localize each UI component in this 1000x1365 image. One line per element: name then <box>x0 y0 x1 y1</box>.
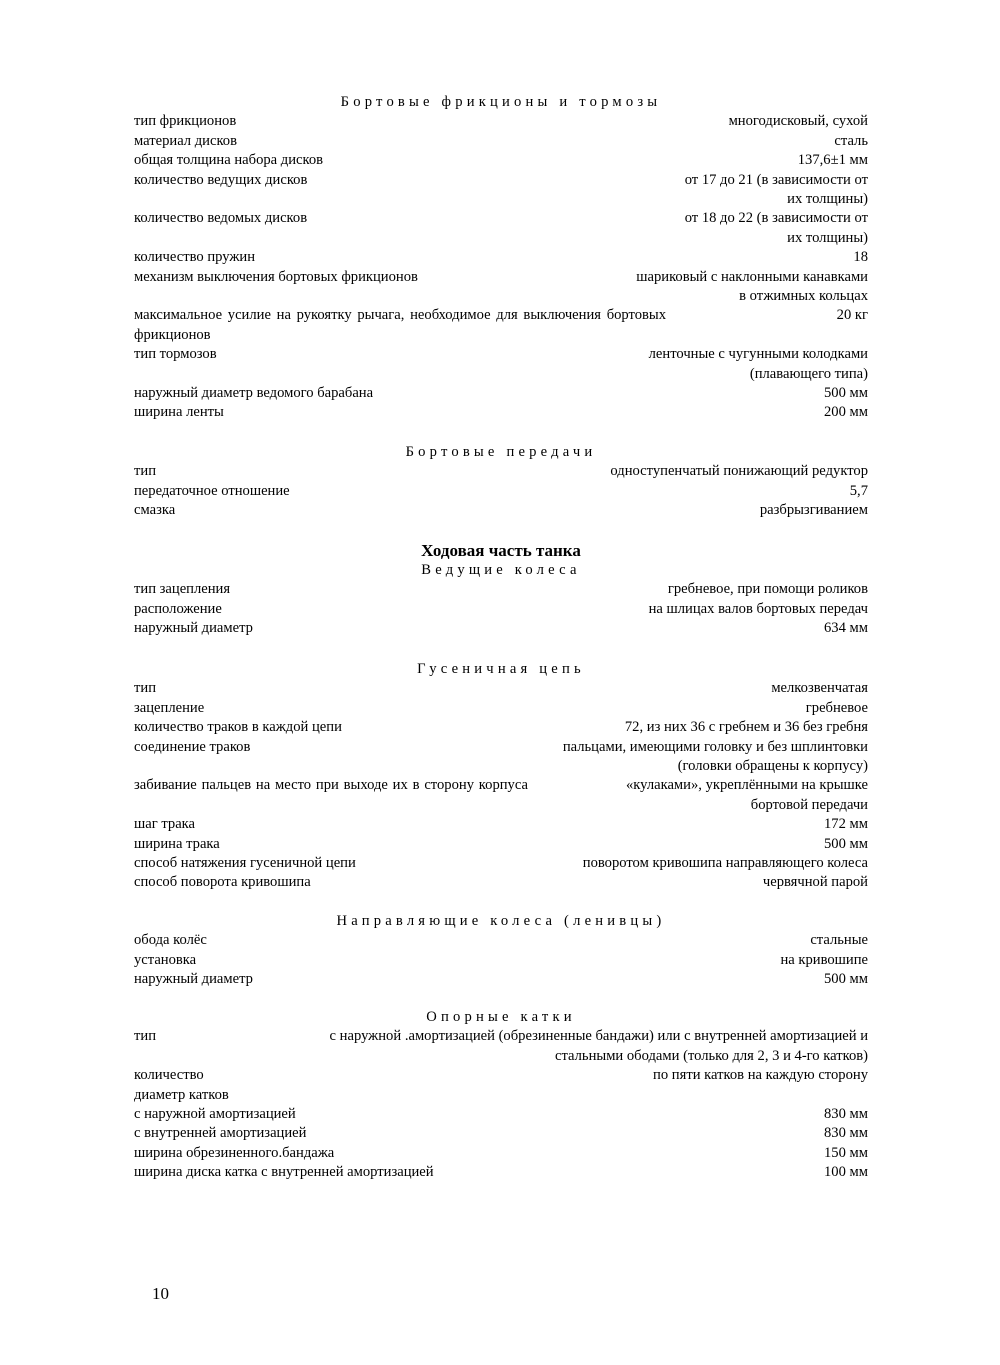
section-road-wheels <box>134 1008 868 1183</box>
spec-value: 100 мм <box>823 1164 868 1181</box>
spec-row <box>134 1105 868 1124</box>
spec-value: многодисковый, сухой <box>728 113 868 130</box>
spec-label: максимальное усилие на рукоятку рычага, необходимое для выключения бортовых фрикционов <box>134 307 666 343</box>
spec-value: разбрызгиванием <box>759 502 868 519</box>
spec-label: наружный диаметр ведомого барабана <box>134 385 374 402</box>
spec-value: пальцами, имеющими головку и без шплинтовки (головки обращены к корпусу) <box>562 738 868 775</box>
spec-row <box>134 699 868 718</box>
spec-row <box>134 738 868 777</box>
spec-label: количество ведомых дисков <box>134 210 308 227</box>
spec-label: количество <box>134 1067 204 1084</box>
spec-row <box>134 384 868 403</box>
spec-label: расположение <box>134 600 222 617</box>
spec-row <box>134 345 868 384</box>
spec-value: от 18 до 22 (в зависимости от их толщины) <box>684 210 868 246</box>
spec-label: передаточное отношение <box>134 482 290 499</box>
spec-value: одноступенчатый понижающий редуктор <box>610 463 868 480</box>
spec-row <box>134 600 868 619</box>
section-heading: Направляющие колеса (ленивцы) <box>336 913 666 929</box>
spec-row <box>134 403 868 422</box>
spec-row <box>134 1144 868 1163</box>
spec-label: ширина ленты <box>134 404 224 421</box>
spec-value: 830 мм <box>823 1125 868 1142</box>
spec-value: стальные <box>810 932 868 949</box>
spec-value: с наружной .амортизацией (обрезиненные бандажи) или с внутренней амортизацией и стальными ободами (только для 2, 3 и 4-го катков) <box>329 1028 868 1064</box>
spec-value: 150 мм <box>823 1144 868 1161</box>
spec-label: тип <box>134 463 156 480</box>
spec-value: шариковый с наклонными канавками в отжимных кольцах <box>636 268 868 305</box>
spec-value: от 17 до 21 (в зависимости от их толщины) <box>684 171 868 208</box>
spec-value: гребневое <box>805 699 868 716</box>
spec-label: тип тормозов <box>134 346 217 363</box>
spec-row <box>134 815 868 834</box>
spec-label: обода колёс <box>134 932 207 949</box>
spec-row <box>134 580 868 599</box>
spec-label: ширина обрезиненного.бандажа <box>134 1144 335 1161</box>
spec-value: сталь <box>834 132 868 149</box>
spec-label: тип зацепления <box>134 581 231 598</box>
spec-row <box>134 112 868 131</box>
spec-row <box>134 931 868 950</box>
spec-label: шаг трака <box>134 816 196 833</box>
spec-label: соединение траков <box>134 738 251 755</box>
spec-label: количество пружин <box>134 249 256 266</box>
spec-value: 500 мм <box>823 835 868 852</box>
spec-label: тип <box>134 680 156 697</box>
spec-row <box>134 619 868 638</box>
spec-value: 137,6±1 мм <box>797 152 868 169</box>
section-heading: Гусеничная цепь <box>417 661 585 677</box>
spec-value: 5,7 <box>849 482 868 499</box>
spec-row <box>134 718 868 737</box>
spec-label: смазка <box>134 502 176 519</box>
spec-row <box>134 1163 868 1182</box>
section-final-drives <box>134 443 868 521</box>
spec-row <box>134 1086 868 1105</box>
spec-label: наружный диаметр <box>134 971 253 988</box>
section-heading: Ведущие колеса <box>421 562 581 578</box>
spec-row <box>134 951 868 970</box>
spec-row <box>134 1027 868 1066</box>
spec-value: 634 мм <box>823 620 868 637</box>
spec-row <box>134 268 868 307</box>
section-track-chain <box>134 660 868 893</box>
spec-value: 500 мм <box>823 971 868 988</box>
spec-row <box>134 482 868 501</box>
spec-value: на шлицах валов бортовых передач <box>648 600 868 617</box>
section-heading: Бортовые фрикционы и тормозы <box>340 94 662 110</box>
spec-value: «кулаками», укреплёнными на крышке бортовой передачи <box>625 777 868 813</box>
spec-label: способ поворота кривошипа <box>134 874 311 891</box>
spec-value: поворотом кривошипа направляющего колеса <box>582 855 868 872</box>
spec-row <box>134 679 868 698</box>
spec-row <box>134 1066 868 1085</box>
spec-value: 20 кг <box>836 307 868 324</box>
spec-label: тип <box>134 1028 156 1045</box>
spec-label: с внутренней амортизацией <box>134 1125 307 1142</box>
spec-label: ширина трака <box>134 835 220 852</box>
section-drive-wheels <box>134 540 868 639</box>
spec-value: 200 мм <box>823 404 868 421</box>
spec-value: гребневое, при помощи роликов <box>667 581 868 598</box>
spec-value: червячной парой <box>762 874 868 891</box>
chapter-title: Ходовая часть танка <box>421 541 581 560</box>
spec-row <box>134 776 868 815</box>
spec-row <box>134 873 868 892</box>
spec-row <box>134 1124 868 1143</box>
spec-label: механизм выключения бортовых фрикционов <box>134 268 418 285</box>
spec-label: количество траков в каждой цепи <box>134 719 342 736</box>
spec-value: ленточные с чугунными колодками (плавающего типа) <box>648 346 868 382</box>
spec-label: с наружной амортизацией <box>134 1106 296 1123</box>
spec-row <box>134 970 868 989</box>
spec-label: наружный диаметр <box>134 620 253 637</box>
spec-row <box>134 501 868 520</box>
section-heading: Бортовые передачи <box>405 444 597 460</box>
section-idler-wheels <box>134 912 868 990</box>
spec-value: на кривошипе <box>780 951 868 968</box>
spec-label: ширина диска катка с внутренней амортизацией <box>134 1164 434 1181</box>
spec-value: 172 мм <box>823 816 868 833</box>
spec-value: мелкозвенчатая <box>771 680 868 697</box>
spec-row <box>134 151 868 170</box>
spec-label: способ натяжения гусеничной цепи <box>134 855 356 872</box>
spec-value: 72, из них 36 с гребнем и 36 без гребня <box>624 719 868 736</box>
spec-label: тип фрикционов <box>134 113 237 130</box>
spec-label: количество ведущих дисков <box>134 171 308 188</box>
spec-row <box>134 854 868 873</box>
spec-row <box>134 171 868 210</box>
section-side-clutches <box>134 93 868 423</box>
spec-row <box>134 306 868 345</box>
spec-value: по пяти катков на каждую сторону <box>653 1067 868 1084</box>
page-number: 10 <box>152 1284 169 1303</box>
spec-label: диаметр катков <box>134 1086 229 1103</box>
spec-label: забивание пальцев на место при выходе их в сторону корпуса <box>134 777 528 794</box>
spec-label: зацепление <box>134 699 205 716</box>
spec-value: 830 мм <box>823 1106 868 1123</box>
spec-value: 500 мм <box>823 385 868 402</box>
spec-row <box>134 132 868 151</box>
spec-value: 18 <box>853 249 868 266</box>
spec-row <box>134 835 868 854</box>
spec-row <box>134 209 868 248</box>
spec-label: материал дисков <box>134 132 237 149</box>
spec-row <box>134 248 868 267</box>
spec-label: общая толщина набора дисков <box>134 152 324 169</box>
section-heading: Опорные катки <box>426 1009 576 1025</box>
spec-label: установка <box>134 951 197 968</box>
spec-row <box>134 462 868 481</box>
